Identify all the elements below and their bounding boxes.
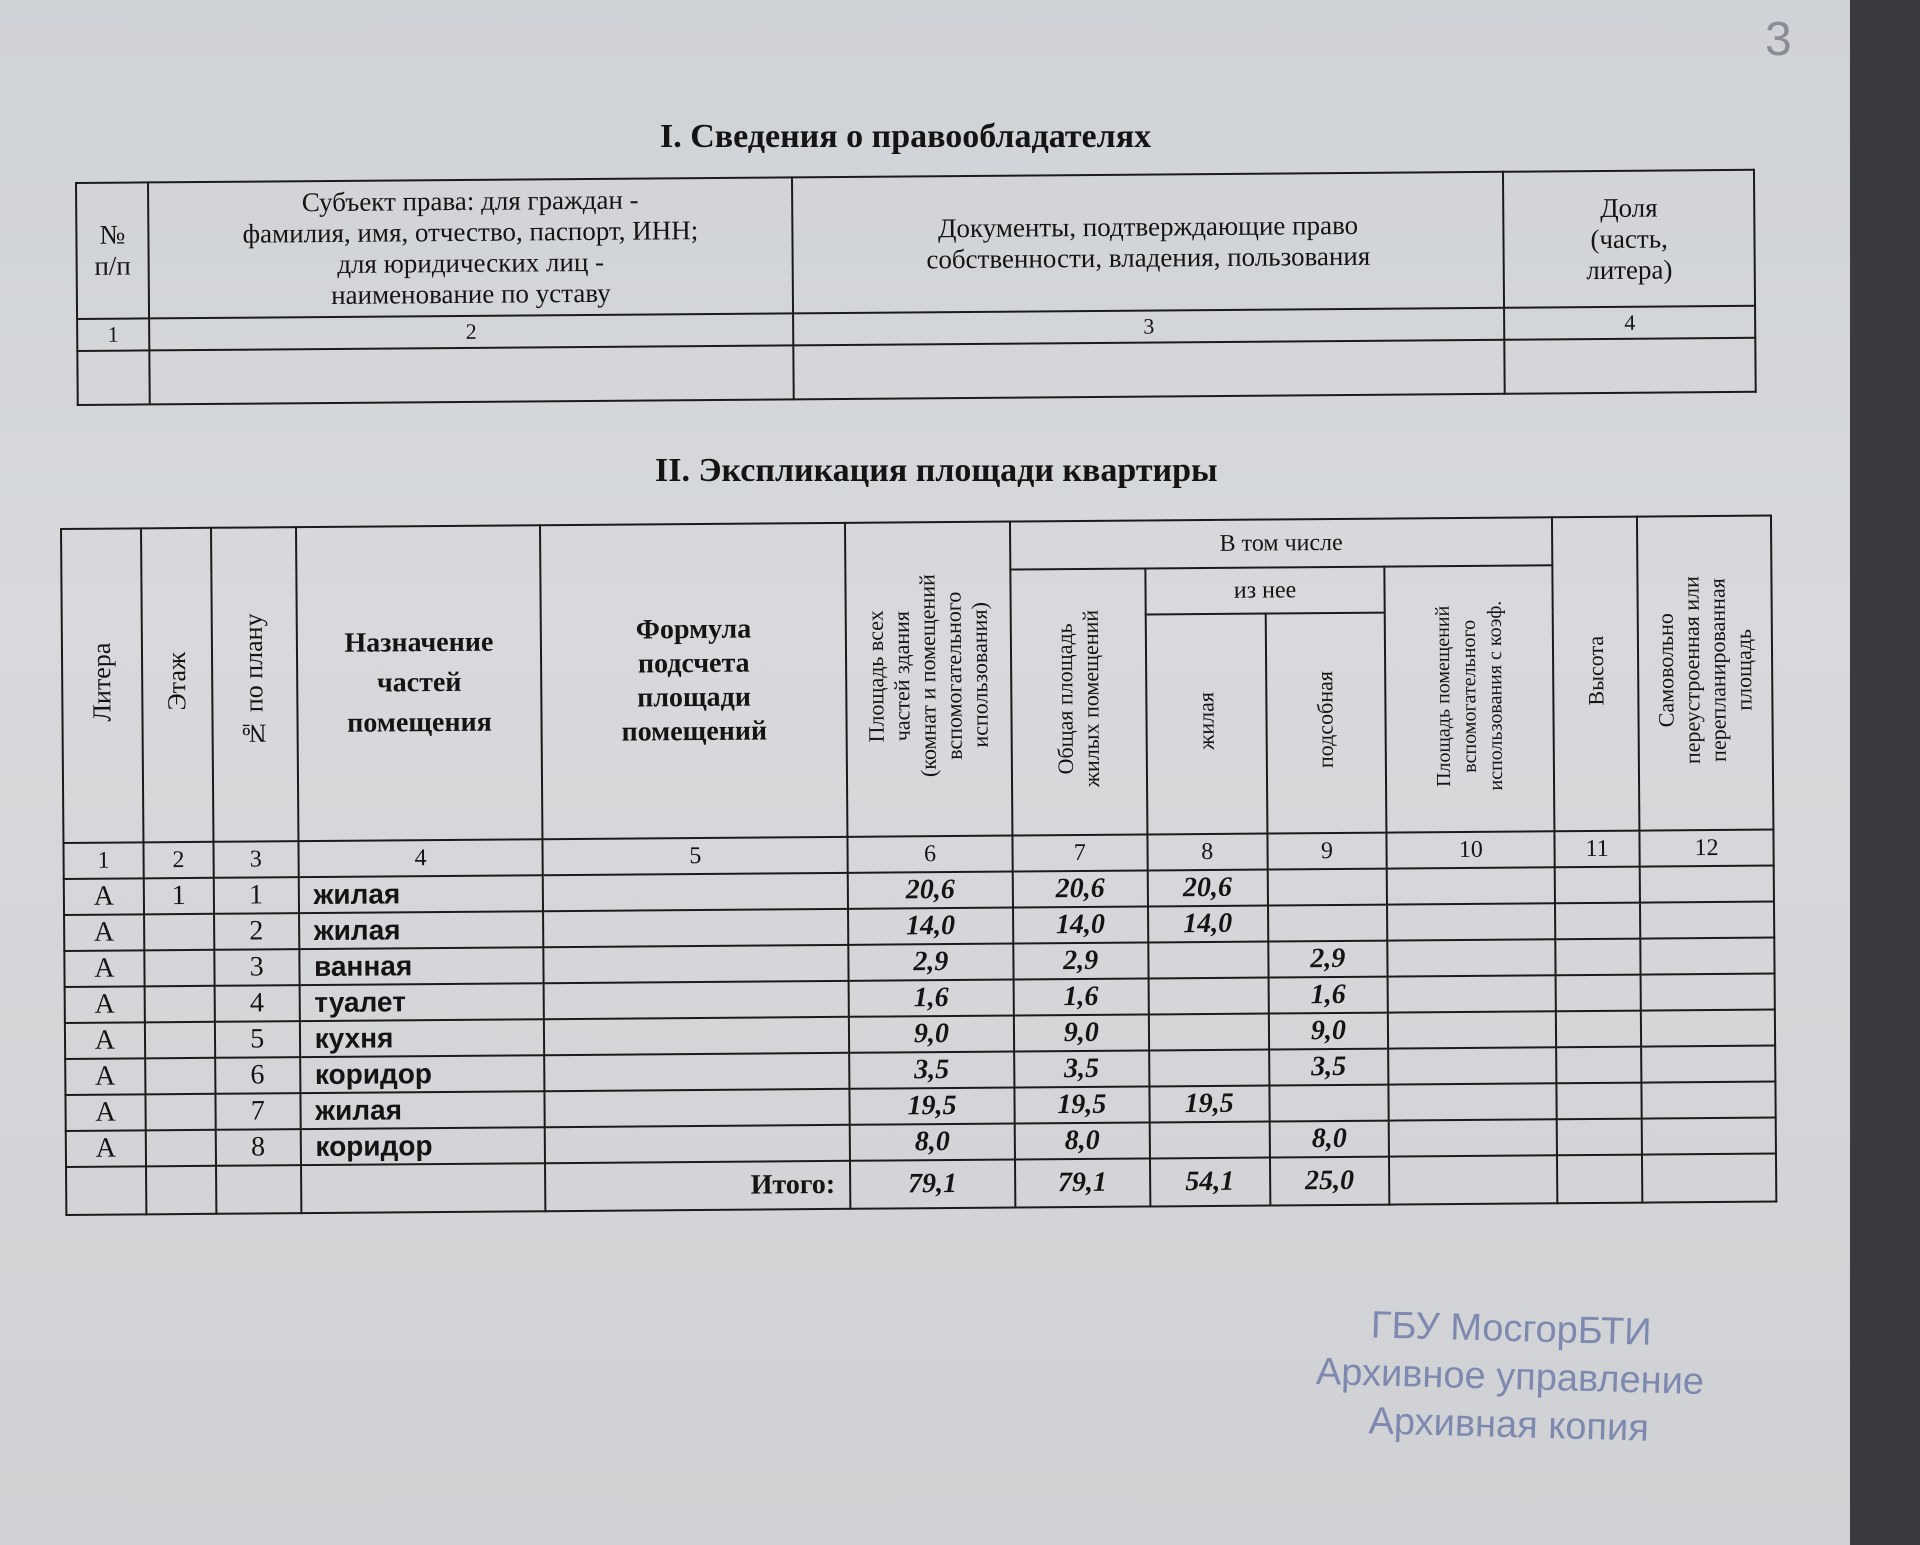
cell-aux-coef — [1387, 903, 1555, 940]
cell-area-all: 2,9 — [848, 944, 1013, 981]
cell-purpose: жилая — [300, 1091, 545, 1129]
expl-colnum: 9 — [1267, 833, 1387, 870]
stamp-line: ГБУ МосгорБТИ — [1370, 1304, 1653, 1354]
header-total-living: Общая площадь жилых помещений — [1010, 568, 1147, 835]
stamp-line: Архивная копия — [1368, 1400, 1650, 1450]
cell-floor — [145, 1022, 215, 1059]
cell-formula — [544, 945, 849, 983]
cell-formula — [545, 1125, 850, 1163]
cell-litera: А — [64, 950, 144, 987]
cell-height — [1556, 1047, 1641, 1084]
expl-colnum: 6 — [847, 836, 1012, 873]
cell-formula — [545, 1089, 850, 1127]
cell-unauthorized — [1640, 938, 1774, 975]
cell-plan-no: 4 — [214, 985, 299, 1022]
cell-aux-coef — [1389, 1119, 1557, 1156]
expl-colnum: 1 — [63, 842, 143, 879]
cell-auxiliary: 9,0 — [1268, 1013, 1388, 1050]
cell-total-living: 3,5 — [1014, 1050, 1149, 1087]
cell-area-all: 20,6 — [848, 872, 1013, 909]
cell-purpose: кухня — [299, 1019, 544, 1057]
stamp-line: Архивное управление — [1315, 1350, 1705, 1404]
owners-cell — [793, 340, 1505, 400]
owners-colnum: 1 — [77, 318, 149, 351]
section-1-title: I. Сведения о правообладателях — [660, 118, 1152, 155]
cell-purpose: жилая — [299, 911, 544, 949]
expl-colnum: 4 — [298, 839, 543, 877]
header-floor: Этаж — [141, 528, 213, 843]
cell-plan-no: 1 — [214, 877, 299, 914]
section-2-title: II. Экспликация площади квартиры — [655, 452, 1218, 489]
total-area-all: 79,1 — [850, 1160, 1015, 1209]
cell-floor — [144, 914, 214, 951]
cell-height — [1556, 975, 1641, 1012]
expl-colnum: 5 — [543, 837, 848, 875]
total-label: Итого: — [545, 1161, 850, 1211]
total-auxiliary: 25,0 — [1269, 1157, 1389, 1206]
header-aux-coef: Площадь помещений вспомогательного использования с коэф. — [1385, 565, 1555, 832]
owners-cell — [1505, 338, 1756, 394]
expl-colnum: 10 — [1387, 831, 1555, 868]
cell-unauthorized — [1640, 902, 1774, 939]
cell-plan-no: 5 — [215, 1021, 300, 1058]
header-litera: Литера — [61, 528, 143, 843]
cell-unauthorized — [1642, 1154, 1776, 1203]
cell-living — [1149, 1014, 1269, 1051]
expl-colnum: 3 — [213, 841, 298, 878]
cell-total-living: 19,5 — [1014, 1086, 1149, 1123]
cell-area-all: 19,5 — [849, 1088, 1014, 1125]
cell-floor — [144, 986, 214, 1023]
cell-aux-coef — [1389, 1155, 1557, 1204]
owners-colnum: 2 — [149, 313, 793, 350]
header-formula: Формула подсчета площади помещений — [540, 523, 847, 839]
cell-aux-coef — [1388, 1047, 1556, 1084]
cell-purpose: коридор — [300, 1055, 545, 1093]
cell-aux-coef — [1388, 975, 1556, 1012]
cell-unauthorized — [1642, 1118, 1776, 1155]
owners-header-documents: Документы, подтверждающие право собственности, владения, пользования — [792, 172, 1504, 314]
cell-unauthorized — [1641, 974, 1775, 1011]
header-unauthorized: Самовольно переустроенная или перепланированная площадь — [1637, 516, 1773, 831]
cell-purpose: жилая — [298, 875, 543, 913]
header-area-all: Площадь всех частей здания (комнат и помещений вспомогательного использования) — [845, 522, 1012, 837]
cell-litera: А — [65, 1094, 145, 1131]
header-of-which: из нее — [1145, 567, 1385, 615]
cell-formula — [544, 981, 849, 1019]
cell-plan-no: 3 — [214, 949, 299, 986]
cell-living: 20,6 — [1147, 870, 1267, 907]
cell-auxiliary: 2,9 — [1268, 941, 1388, 978]
cell-litera: А — [64, 914, 144, 951]
cell-floor — [144, 950, 214, 987]
cell-purpose: туалет — [299, 983, 544, 1021]
cell-total-living: 2,9 — [1013, 942, 1148, 979]
cell-litera: А — [65, 986, 145, 1023]
expl-colnum: 2 — [143, 842, 213, 879]
expl-colnum: 11 — [1555, 831, 1640, 868]
cell-litera: А — [64, 878, 144, 915]
cell-purpose: ванная — [299, 947, 544, 985]
cell-floor — [146, 1130, 216, 1167]
cell-aux-coef — [1389, 1083, 1557, 1120]
archive-stamp — [1288, 1299, 1732, 1454]
cell-floor: 1 — [144, 878, 214, 915]
page-number: 3 — [1765, 13, 1792, 66]
cell-height — [1555, 939, 1640, 976]
cell-unauthorized — [1641, 1082, 1775, 1119]
cell-floor — [146, 1166, 216, 1215]
cell-litera: А — [66, 1130, 146, 1167]
cell-total-living: 20,6 — [1013, 870, 1148, 907]
cell-height — [1555, 867, 1640, 904]
cell-height — [1557, 1083, 1642, 1120]
cell-unauthorized — [1640, 866, 1774, 903]
cell-living: 19,5 — [1149, 1086, 1269, 1123]
total-total-living: 79,1 — [1015, 1158, 1150, 1207]
expl-colnum: 7 — [1012, 834, 1147, 871]
cell-plan-no: 2 — [214, 913, 299, 950]
cell-living — [1148, 942, 1268, 979]
cell-plan-no: 8 — [215, 1129, 300, 1166]
cell-total-living: 14,0 — [1013, 906, 1148, 943]
owners-colnum: 4 — [1504, 306, 1755, 340]
owners-header-share: Доля (часть, литера) — [1503, 170, 1755, 308]
cell-aux-coef — [1388, 939, 1556, 976]
cell-height — [1557, 1155, 1642, 1204]
cell-area-all: 14,0 — [848, 908, 1013, 945]
cell-area-all: 9,0 — [849, 1016, 1014, 1053]
cell-total-living: 9,0 — [1014, 1014, 1149, 1051]
cell-auxiliary: 3,5 — [1269, 1049, 1389, 1086]
cell-aux-coef — [1387, 867, 1555, 904]
cell-formula — [543, 873, 848, 911]
cell-unauthorized — [1641, 1010, 1775, 1047]
cell-formula — [545, 1053, 850, 1091]
header-living: жилая — [1145, 614, 1267, 835]
cell-plan-no: 7 — [215, 1093, 300, 1130]
cell-auxiliary — [1268, 905, 1388, 942]
expl-colnum: 12 — [1639, 830, 1773, 867]
cell-area-all: 1,6 — [849, 980, 1014, 1017]
header-including: В том числе — [1010, 517, 1553, 569]
owners-header-subject: Субъект права: для граждан - фамилия, имя, отчество, паспорт, ИНН; для юридических лиц - наименование по уставу — [148, 177, 793, 318]
cell-height — [1557, 1119, 1642, 1156]
cell-auxiliary — [1269, 1085, 1389, 1122]
cell-plan-no: 6 — [215, 1057, 300, 1094]
cell-floor — [145, 1094, 215, 1131]
cell-litera: А — [65, 1022, 145, 1059]
cell-unauthorized — [1641, 1046, 1775, 1083]
cell-aux-coef — [1388, 1011, 1556, 1048]
cell-auxiliary: 8,0 — [1269, 1121, 1389, 1158]
cell-area-all: 3,5 — [849, 1052, 1014, 1089]
owners-table — [75, 169, 1757, 406]
owners-colnum: 3 — [793, 308, 1504, 346]
cell-formula — [544, 1017, 849, 1055]
cell-living — [1149, 1122, 1269, 1159]
cell-height — [1556, 1011, 1641, 1048]
total-living: 54,1 — [1150, 1158, 1270, 1207]
owners-header-row — [76, 170, 1755, 319]
cell-total-living: 8,0 — [1015, 1122, 1150, 1159]
expl-colnum: 8 — [1147, 834, 1267, 871]
cell-living — [1149, 1050, 1269, 1087]
cell-living — [1148, 978, 1268, 1015]
cell-purpose — [301, 1163, 546, 1213]
cell-floor — [145, 1058, 215, 1095]
header-plan-no: № по плану — [211, 527, 298, 842]
cell-height — [1555, 903, 1640, 940]
explication-table — [60, 515, 1777, 1216]
header-purpose: Назначение частей помещения — [296, 525, 543, 841]
cell-area-all: 8,0 — [850, 1124, 1015, 1161]
cell-auxiliary — [1267, 869, 1387, 906]
cell-litera: А — [65, 1058, 145, 1095]
cell-formula — [543, 909, 848, 947]
cell-living: 14,0 — [1148, 906, 1268, 943]
cell-purpose: коридор — [300, 1127, 545, 1165]
cell-auxiliary: 1,6 — [1268, 977, 1388, 1014]
cell-litera — [66, 1166, 146, 1215]
header-auxiliary: подсобная — [1265, 613, 1387, 834]
cell-total-living: 1,6 — [1013, 978, 1148, 1015]
owners-header-no: № п/п — [76, 182, 149, 319]
owners-cell — [149, 345, 794, 404]
owners-cell — [77, 350, 149, 405]
cell-plan-no — [216, 1165, 301, 1214]
header-height: Высота — [1552, 517, 1639, 832]
